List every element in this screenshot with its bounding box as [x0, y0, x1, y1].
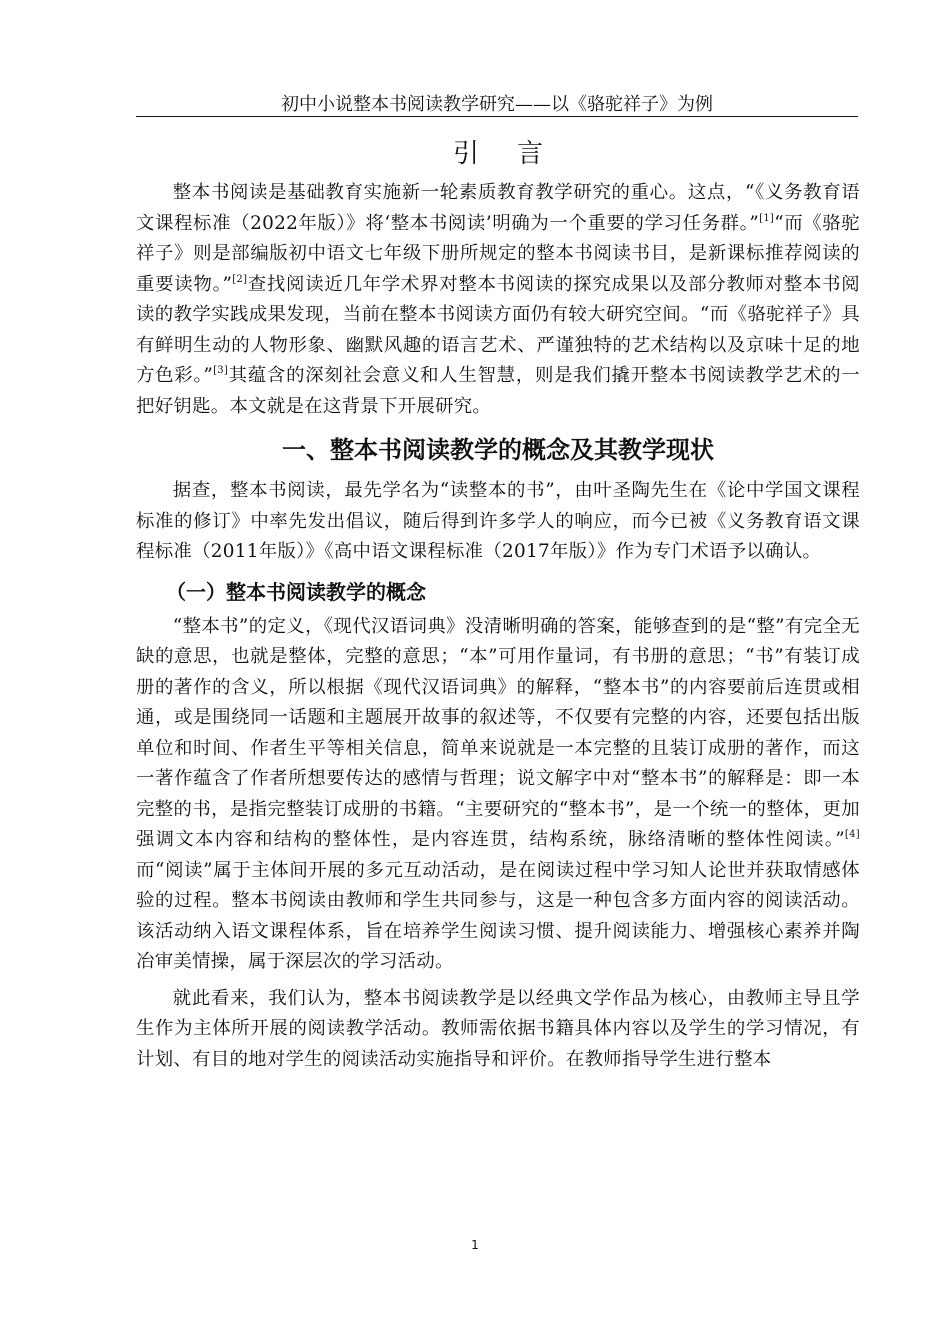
subsection-1-paragraph-1 — [136, 612, 860, 978]
intro-heading: 引言 — [452, 139, 581, 169]
citation-ref-2: [2] — [232, 273, 248, 285]
section-1-heading: 一、整本书阅读教学的概念及其教学现状 — [282, 436, 714, 464]
subsection-1-heading: （一）整本书阅读教学的概念 — [166, 579, 426, 604]
intro-text-part2: “而《骆驼祥子》则是部编版初中语文七年级下册所规定的整本书阅读书目，是新课标推荐阅读的重要读物。” — [136, 212, 860, 295]
intro-text-part3: 查找阅读近几年学术界对整本书阅读的探究成果以及部分教师对整本书阅读的教学实践成果发现，当前在整本书阅读方面仍有较大研究空间。“而《骆驼祥子》具有鲜明生动的人物形象、幽默风趣的语言艺术、严谨独特的艺术结构以及京味十足的地方色彩。” — [136, 273, 860, 386]
page-body — [136, 134, 860, 1075]
intro-paragraph — [136, 178, 860, 422]
page-number: 1 — [471, 1238, 479, 1252]
intro-text-part1: 整本书阅读是基础教育实施新一轮素质教育教学研究的重心。这点，“《义务教育语文课程标准（2022年版）》将‘整本书阅读’明确为一个重要的学习任务群。” — [136, 182, 860, 234]
subsection-1-paragraph-2: 就此看来，我们认为，整本书阅读教学是以经典文学作品为核心，由教师主导且学生作为主体所开展的阅读教学活动。教师需依据书籍具体内容以及学生的学习情况，有计划、有目的地对学生的阅读活动实施指导和评价。在教师指导学生进行整本 — [136, 987, 860, 1070]
intro-text-part4: 其蕴含的深刻社会意义和人生智慧，则是我们撬开整本书阅读教学艺术的一把好钥匙。本文就是在这背景下开展研究。 — [136, 365, 860, 417]
section-1-paragraph: 据查，整本书阅读，最先学名为“读整本的书”，由叶圣陶先生在《论中学国文课程标准的修订》中率先发出倡议，随后得到许多学人的响应，而今已被《义务教育语文课程标准（2011年版）》《高中语文课程标准（2017年版）》作为专门术语予以确认。 — [136, 480, 860, 562]
citation-ref-1: [1] — [759, 212, 775, 224]
citation-ref-4: [4] — [844, 829, 860, 840]
subsection-1-text-part1: “整本书”的定义，《现代汉语词典》没清晰明确的答案，能够查到的是“整”有完全无缺的意思，也就是整体，完整的意思；“本”可用作量词，有书册的意思；“书”有装订成册的著作的含义，所以根据《现代汉语词典》的解释，“整本书”的内容要前后连贯或相通，或是围绕同一话题和主题展开故事的叙述等，不仅要有完整的内容，还要包括出版单位和时间、作者生平等相关信息，简单来说就是一本完整的且装订成册的著作，而这一著作蕴含了作者所想要传达的感情与哲理；说文解字中对“整本书”的解释是：即一本完整的书，是指完整装订成册的书籍。“主要研究的“整本书”，是一个统一的整体，更加强调文本内容和结构的整体性，是内容连贯，结构系统，脉络清晰的整体性阅读。” — [136, 615, 860, 850]
citation-ref-3: [3] — [213, 365, 229, 376]
subsection-1-text-part2: 而“阅读”属于主体间开展的多元互动活动，是在阅读过程中学习知人论世并获取情感体验的过程。整本书阅读由教师和学生共同参与，这是一种包含多方面内容的阅读活动。该活动纳入语文课程体系，旨在培养学生阅读习惯、提升阅读能力、增强核心素养并陶冶审美情操，属于深层次的学习活动。 — [136, 859, 860, 972]
header-rule — [136, 116, 858, 117]
running-header: 初中小说整本书阅读教学研究——以《骆驼祥子》为例 — [281, 94, 713, 115]
